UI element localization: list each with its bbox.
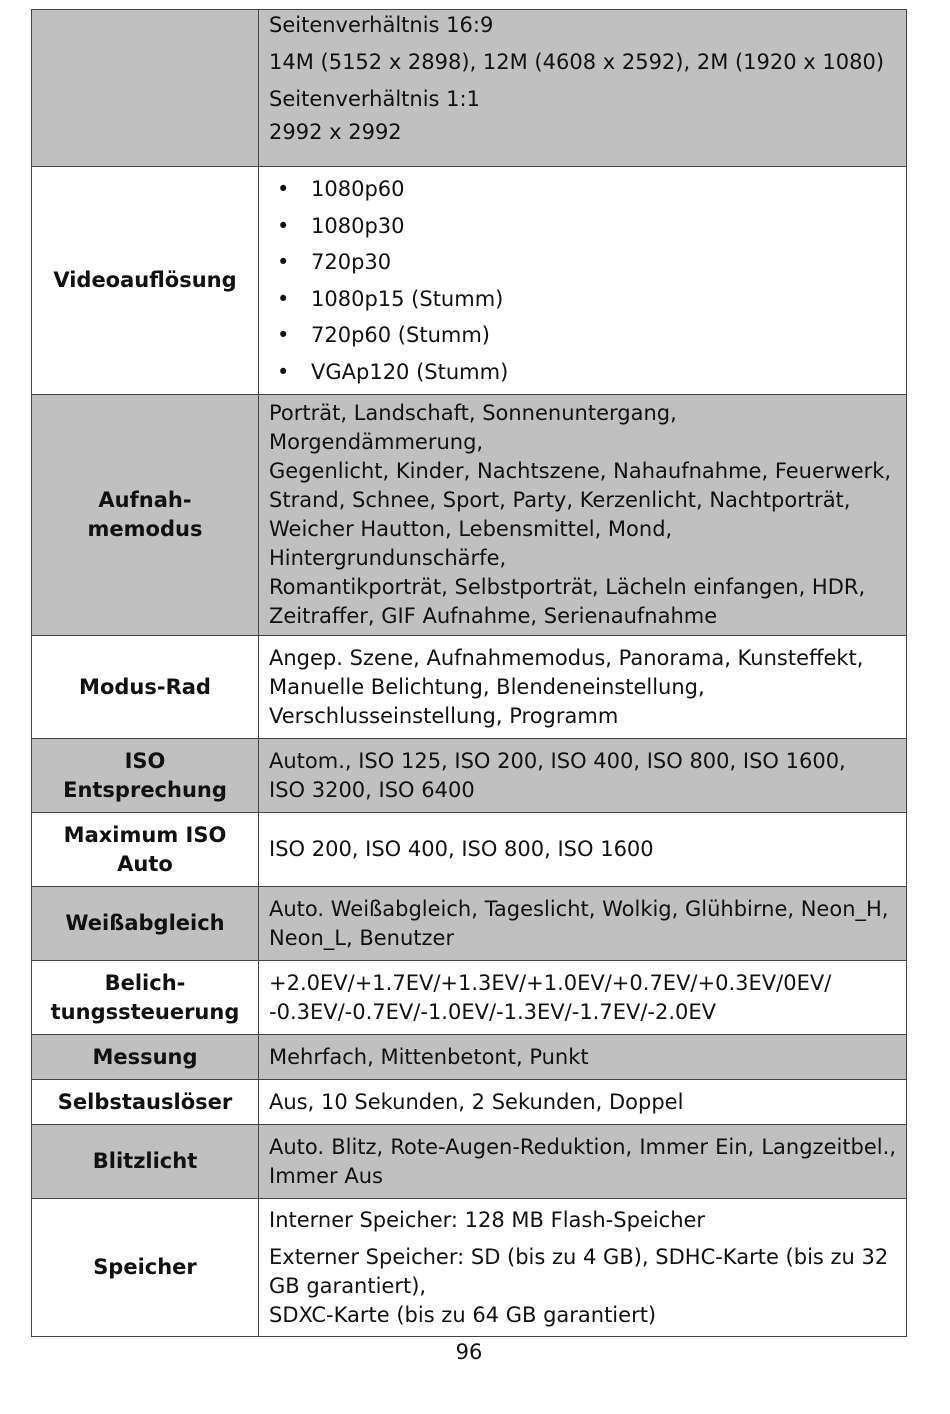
row-label: Blitzlicht <box>32 1125 259 1199</box>
value-line: Zeitraffer, GIF Aufnahme, Serienaufnahme <box>269 604 718 628</box>
list-item: • 1080p15 (Stumm) <box>269 281 896 318</box>
list-item: • 1080p60 <box>269 171 896 208</box>
table-row <box>32 636 907 739</box>
value-line: +2.0EV/+1.7EV/+1.3EV/+1.0EV/+0.7EV/+0.3EV/0EV/ <box>269 970 832 995</box>
value-line: Manuelle Belichtung, Blendeneinstellung, <box>269 674 705 699</box>
value-line: Immer Aus <box>269 1163 383 1188</box>
row-label: Selbstauslöser <box>32 1080 259 1125</box>
label-line: ISO <box>124 748 166 773</box>
row-label: Videoauflösung <box>32 167 259 395</box>
label-line: Aufnah- <box>98 488 192 512</box>
table-row <box>32 961 907 1035</box>
row-label <box>32 395 259 636</box>
table-row <box>32 813 907 887</box>
row-label <box>32 739 259 813</box>
list-item: • VGAp120 (Stumm) <box>269 354 896 391</box>
value-line: Autom., ISO 125, ISO 200, ISO 400, ISO 800, ISO 1600, <box>269 748 846 773</box>
value-line: SDXC-Karte (bis zu 64 GB garantiert) <box>269 1302 657 1327</box>
row-value <box>259 813 907 887</box>
value-line: Aus, 10 Sekunden, 2 Sekunden, Doppel <box>269 1089 684 1114</box>
value-line: Verschlusseinstellung, Programm <box>269 703 619 728</box>
row-value <box>259 1080 907 1125</box>
table-row <box>32 887 907 961</box>
row-label: Modus-Rad <box>32 636 259 739</box>
page-number: 96 <box>455 1340 483 1364</box>
row-value <box>259 636 907 739</box>
table-row <box>32 1035 907 1080</box>
bullet-list <box>269 171 896 390</box>
value-line: Auto. Weißabgleich, Tageslicht, Wolkig, Glühbirne, Neon_H, <box>269 896 889 921</box>
list-item: • 1080p30 <box>269 208 896 245</box>
row-label: Messung <box>32 1035 259 1080</box>
value-line: Strand, Schnee, Sport, Party, Kerzenlicht, Nachtporträt, <box>269 488 851 512</box>
row-value <box>259 1199 907 1337</box>
row-label <box>32 961 259 1035</box>
value-line: Romantikporträt, Selbstporträt, Lächeln einfangen, HDR, <box>269 575 866 599</box>
label-line: Maximum ISO <box>63 822 227 847</box>
row-label: Weißabgleich <box>32 887 259 961</box>
label-line: Auto <box>117 851 173 876</box>
value-line: Angep. Szene, Aufnahmemodus, Panorama, Kunsteffekt, <box>269 645 864 670</box>
value-line: Externer Speicher: SD (bis zu 4 GB), SDHC-Karte (bis zu 32 <box>269 1244 889 1269</box>
value-line: Neon_L, Benutzer <box>269 925 455 950</box>
table-row <box>32 1199 907 1337</box>
row-value <box>259 887 907 961</box>
list-item: • 720p60 (Stumm) <box>269 317 896 354</box>
row-label: Speicher <box>32 1199 259 1337</box>
value-line: ISO 200, ISO 400, ISO 800, ISO 1600 <box>269 837 654 861</box>
value-line: ISO 3200, ISO 6400 <box>269 777 475 802</box>
row-label <box>32 10 259 167</box>
value-line: Interner Speicher: 128 MB Flash-Speicher <box>269 1207 706 1232</box>
table-row <box>32 395 907 636</box>
value-line: Porträt, Landschaft, Sonnenuntergang, Morgendämmerung, <box>269 401 677 454</box>
row-value <box>259 395 907 636</box>
row-label <box>32 813 259 887</box>
value-line: Gegenlicht, Kinder, Nachtszene, Nahaufnahme, Feuerwerk, <box>269 459 892 483</box>
label-line: tungssteuerung <box>50 999 240 1024</box>
row-value <box>259 1125 907 1199</box>
value-line: Seitenverhältnis 16:9 <box>269 13 494 37</box>
row-value <box>259 739 907 813</box>
row-value <box>259 10 907 167</box>
spec-table <box>31 9 907 1337</box>
label-line: Entsprechung <box>63 777 227 802</box>
value-line: 14M (5152 x 2898), 12M (4608 x 2592), 2M (1920 x 1080) <box>269 50 885 74</box>
value-line: Auto. Blitz, Rote-Augen-Reduktion, Immer Ein, Langzeitbel., <box>269 1134 896 1159</box>
row-value <box>259 167 907 395</box>
table-row <box>32 10 907 167</box>
value-line: -0.3EV/-0.7EV/-1.0EV/-1.3EV/-1.7EV/-2.0EV <box>269 999 717 1024</box>
value-line: 2992 x 2992 <box>269 120 402 144</box>
value-line: Mehrfach, Mittenbetont, Punkt <box>269 1044 589 1069</box>
table-row <box>32 1080 907 1125</box>
row-value <box>259 1035 907 1080</box>
table-row <box>32 167 907 395</box>
value-line: GB garantiert), <box>269 1273 427 1298</box>
table-row <box>32 739 907 813</box>
list-item: • 720p30 <box>269 244 896 281</box>
row-value <box>259 961 907 1035</box>
value-line: Weicher Hautton, Lebensmittel, Mond, Hintergrundunschärfe, <box>269 517 673 570</box>
label-line: Belich- <box>104 970 186 995</box>
table-row <box>32 1125 907 1199</box>
label-line: memodus <box>87 517 203 541</box>
value-line: Seitenverhältnis 1:1 <box>269 87 480 111</box>
